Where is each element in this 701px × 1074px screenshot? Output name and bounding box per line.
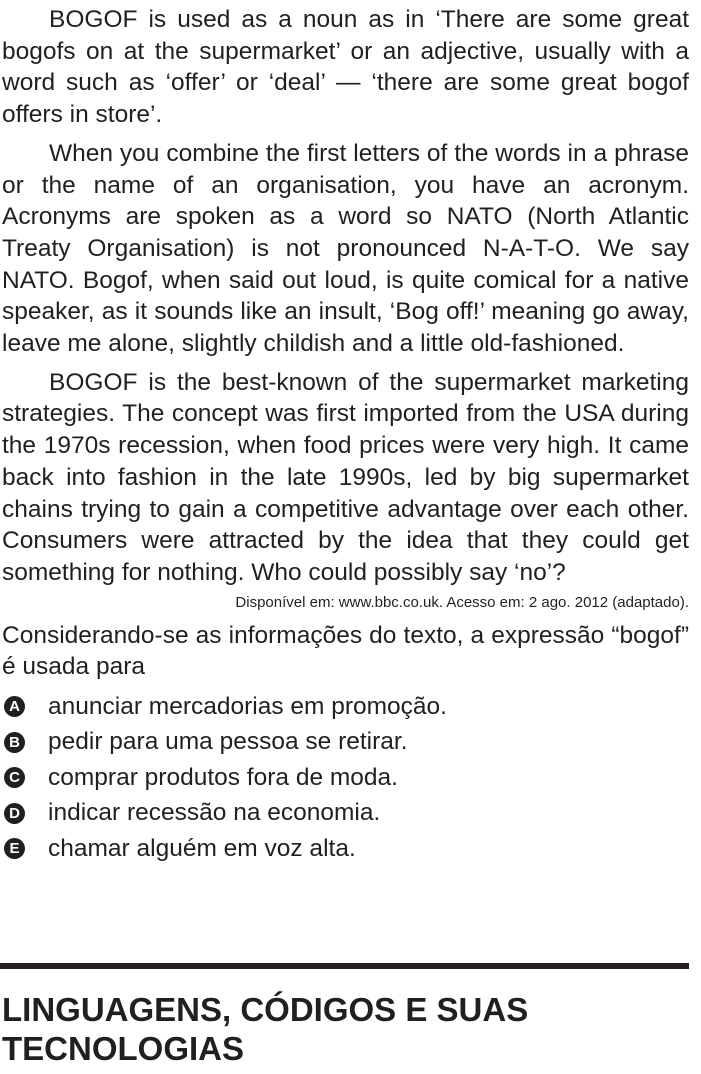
article-paragraph-1: BOGOF is used as a noun as in ‘There are some great bogofs on at the supermarket’ or an adjective, usually with a word such as ‘offer’ or ‘deal’ — ‘there are some great bogof offers in store’. <box>2 6 689 129</box>
exam-page <box>2 4 689 867</box>
option-a[interactable] <box>2 689 689 725</box>
option-d-text: indicar recessão na economia. <box>48 799 381 827</box>
option-d[interactable] <box>2 796 689 832</box>
section-title: LINGUAGENS, CÓDIGOS E SUAS TECNOLOGIAS <box>2 991 529 1067</box>
option-b-letter-badge: B <box>4 732 25 753</box>
option-e-letter-badge: E <box>4 838 25 859</box>
option-a-letter-badge: A <box>4 696 25 717</box>
option-c[interactable] <box>2 760 689 796</box>
option-c-text: comprar produtos fora de moda. <box>48 763 398 791</box>
option-b[interactable] <box>2 725 689 761</box>
option-e-text: chamar alguém em voz alta. <box>48 834 356 862</box>
answer-options <box>2 689 689 867</box>
option-b-text: pedir para uma pessoa se retirar. <box>48 728 408 756</box>
option-e[interactable] <box>2 831 689 867</box>
option-a-text: anunciar mercadorias em promoção. <box>48 692 447 720</box>
question-prompt: Considerando-se as informações do texto, a expressão “bogof” é usada para <box>2 621 689 681</box>
article-text <box>2 4 689 589</box>
article-paragraph-2: When you combine the first letters of the words in a phrase or the name of an organisation, you have an acronym. Acronyms are spoken as a word so NATO (North Atlantic Treaty Organisation) is not pronounced N-A-T-O. We say NATO. Bogof, when said out loud, is quite comical for a native speaker, as it sounds like an insult, ‘Bog off!’ meaning go away, leave me alone, slightly childish and a little old-fashioned. <box>2 139 689 358</box>
source-citation: Disponível em: www.bbc.co.uk. Acesso em: 2 ago. 2012 (adaptado). <box>235 593 689 611</box>
option-d-letter-badge: D <box>4 803 25 824</box>
section-divider <box>0 963 689 969</box>
option-c-letter-badge: C <box>4 767 25 788</box>
article-paragraph-3: BOGOF is the best-known of the supermarket marketing strategies. The concept was first imported from the USA during the 1970s recession, when food prices were very high. It came back into fashion in the late 1990s, led by big supermarket chains trying to gain a competitive advantage over each other. Consumers were attracted by the idea that they could get something for nothing. Who could possibly say ‘no’? <box>2 368 689 586</box>
